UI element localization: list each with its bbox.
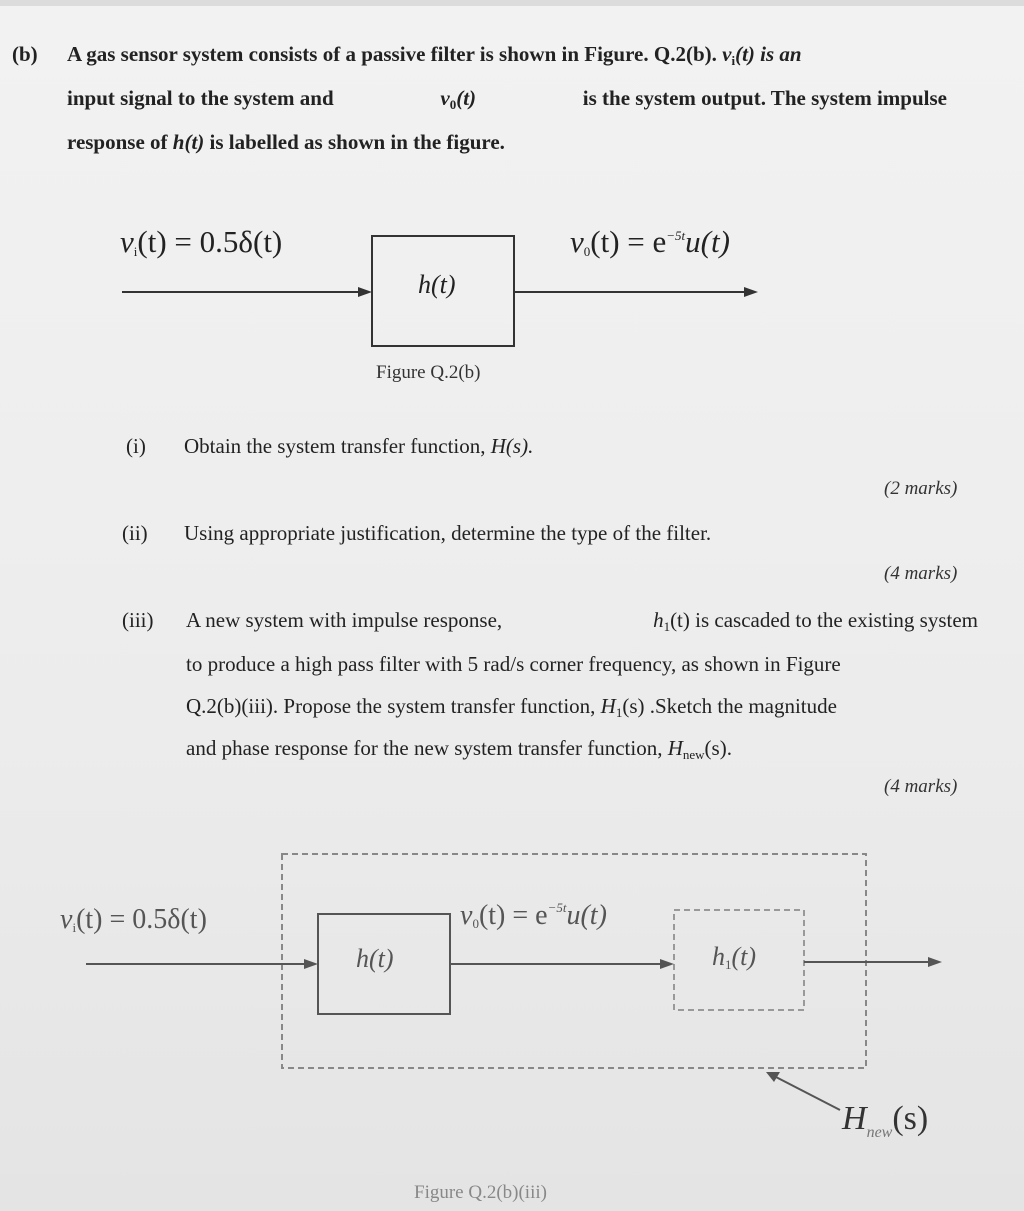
fig2-input-label: $v_i(t) = 0.5\delta(t)$ <box>60 904 207 935</box>
part-iii-line-1: A new system with impulse response, $h_1(t)$ is cascaded to the existing system <box>186 608 978 634</box>
part-ii-marks: (4 marks) <box>884 563 958 584</box>
fig2-output-arrow <box>928 957 942 967</box>
part-iii-line-3: Q.2(b)(iii). Propose the system transfer function, $H_1(s)$ .Sketch the magnitude <box>186 694 837 720</box>
fig2-hnew-label: $H_{new}(s)$ <box>842 1100 929 1141</box>
fig1-input-label: $v_i(t) = 0.5\delta(t)$ <box>120 224 283 259</box>
fig2-mid-arrow <box>660 959 674 969</box>
fig2-caption: Figure Q.2(b)(iii) <box>414 1182 547 1203</box>
question-label: (b) <box>12 42 38 66</box>
intro-text-3a: response of <box>67 130 168 154</box>
part-i-text: Obtain the system transfer function, H(s). <box>184 434 534 458</box>
part-i-number: (i) <box>126 434 146 458</box>
part-iii-line-4: and phase response for the new system transfer function, $H_{new}(s)$. <box>186 736 732 762</box>
intro-text-2a: input signal to the system and <box>67 86 334 110</box>
intro-vi-symbol: $v_i(t)$ is an <box>722 42 802 68</box>
part-iii-number: (iii) <box>122 608 154 632</box>
figure-2-diagram <box>0 6 1024 1211</box>
fig2-block-1-label: h(t) <box>356 944 394 973</box>
part-iii-line-2: to produce a high pass filter with 5 rad/s corner frequency, as shown in Figure <box>186 652 841 676</box>
intro-text-3b: is labelled as shown in the figure. <box>209 130 505 154</box>
fig2-mid-label: $v_0(t) = e^{-5t}u(t)$ <box>460 900 607 931</box>
fig2-input-arrow <box>304 959 318 969</box>
fig2-hnew-pointer <box>774 1076 840 1110</box>
part-ii-number: (ii) <box>122 521 148 545</box>
part-i-marks: (2 marks) <box>884 478 958 499</box>
part-iii-marks: (4 marks) <box>884 776 958 797</box>
fig1-caption: Figure Q.2(b) <box>376 362 481 383</box>
intro-h-symbol: h(t) <box>172 130 205 154</box>
fig2-block-2-label: $h_1(t)$ <box>712 942 757 972</box>
intro-vo-symbol: $v_0(t)$ <box>440 86 477 112</box>
fig1-output-label: $v_0(t) = e^{-5t}u(t)$ <box>570 224 730 259</box>
part-ii-text: Using appropriate justification, determine the type of the filter. <box>184 521 712 545</box>
exam-page <box>0 6 1024 1211</box>
fig1-block-label: h(t) <box>418 270 456 299</box>
intro-text-2b: is the system output. The system impulse <box>582 86 947 110</box>
intro-text-1: A gas sensor system consists of a passive filter is shown in Figure. Q.2(b). <box>67 42 717 66</box>
